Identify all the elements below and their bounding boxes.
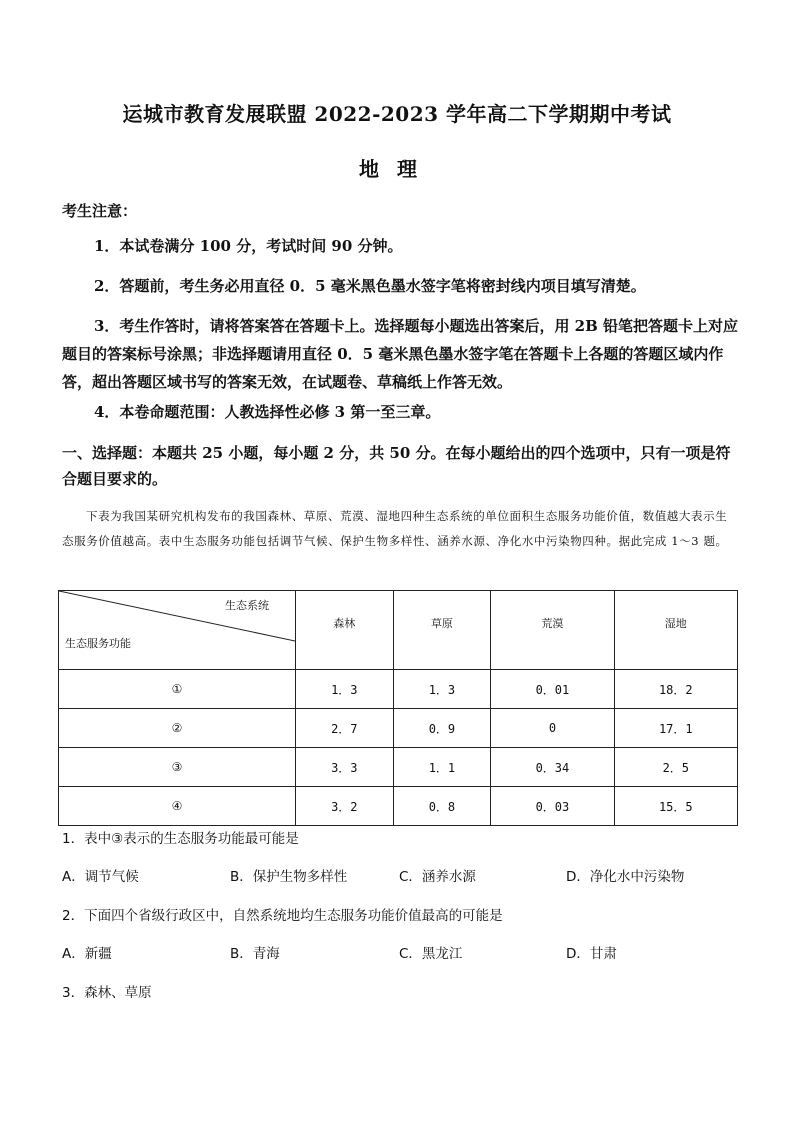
rule-3: 3．考生作答时，请将答案答在答题卡上。选择题每小题选出答案后，用 2B 铅笔把答题卡上对应题目的答案标号涂黑；非选择题请用直径 0．5 毫米黑色墨水签字笔在答题卡上各题的答题区域内作答，超出答题区域书写的答案无效，在试题卷、草稿纸上作答无效。 [62,317,739,391]
rule-2: 2．答题前，考生务必用直径 0．5 毫米黑色墨水签字笔将密封线内项目填写清楚。 [94,277,646,295]
table-cell: 17．1 [614,709,737,748]
table-cell: 0．03 [491,787,614,826]
rule-4: 4．本卷命题范围：人教选择性必修 3 第一至三章。 [94,403,441,421]
question-2-option-d: D．甘肃 [566,946,617,962]
table-cell: 2．5 [614,748,737,787]
table-cell: 2．7 [296,709,394,748]
column-header-desert: 荒漠 [491,591,614,670]
exam-title: 运城市教育发展联盟 2022-2023 学年高二下学期期中考试 [122,102,672,126]
question-3-stem: 3．森林、草原 [62,985,152,1001]
table-cell: 3．2 [296,787,394,826]
row-label: ① [59,670,296,709]
question-1-option-c: C．涵养水源 [399,869,476,885]
notice-heading: 考生注意： [62,202,138,220]
table-cell: 1．1 [393,748,491,787]
table-cell: 0．9 [393,709,491,748]
table-row [59,670,738,709]
table-cell: 0．01 [491,670,614,709]
corner-top-label: 生态系统 [225,599,269,612]
row-label: ③ [59,748,296,787]
corner-bottom-label: 生态服务功能 [65,637,131,650]
column-header-grassland: 草原 [393,591,491,670]
table-row [59,787,738,826]
table-cell: 18．2 [614,670,737,709]
table-row [59,709,738,748]
row-label: ④ [59,787,296,826]
column-header-wetland: 湿地 [614,591,737,670]
row-label: ② [59,709,296,748]
question-1-option-a: A．调节气候 [62,869,139,885]
table-corner-cell [59,591,296,670]
question-1-option-d: D．净化水中污染物 [566,869,685,885]
question-2-option-a: A．新疆 [62,946,112,962]
question-1-option-b: B．保护生物多样性 [230,869,348,885]
question-1-stem: 1．表中③表示的生态服务功能最可能是 [62,831,299,847]
section-heading: 一、选择题：本题共 25 小题，每小题 2 分，共 50 分。在每小题给出的四个选项中，只有一项是符合题目要求的。 [62,444,731,488]
column-header-forest: 森林 [296,591,394,670]
subject-title: 地理 [359,157,435,181]
table-cell: 1．3 [393,670,491,709]
question-2-option-b: B．青海 [230,946,280,962]
table-row [59,748,738,787]
table-cell: 3．3 [296,748,394,787]
table-cell: 0．34 [491,748,614,787]
table-cell: 0．8 [393,787,491,826]
table-cell: 1．3 [296,670,394,709]
table-header-row [59,591,738,670]
intro-paragraph: 下表为我国某研究机构发布的我国森林、草原、荒漠、湿地四种生态系统的单位面积生态服务功能价值，数值越大表示生态服务价值越高。表中生态服务功能包括调节气候、保护生物多样性、涵养水源、净化水中污染物四种。据此完成 1～3 题。 [62,509,728,548]
question-2-option-c: C．黑龙江 [399,946,463,962]
table-cell: 0 [491,709,614,748]
question-2-stem: 2．下面四个省级行政区中，自然系统地均生态服务功能价值最高的可能是 [62,908,503,924]
table-cell: 15．5 [614,787,737,826]
rule-1: 1．本试卷满分 100 分，考试时间 90 分钟。 [94,237,403,255]
ecosystem-table [58,590,738,826]
